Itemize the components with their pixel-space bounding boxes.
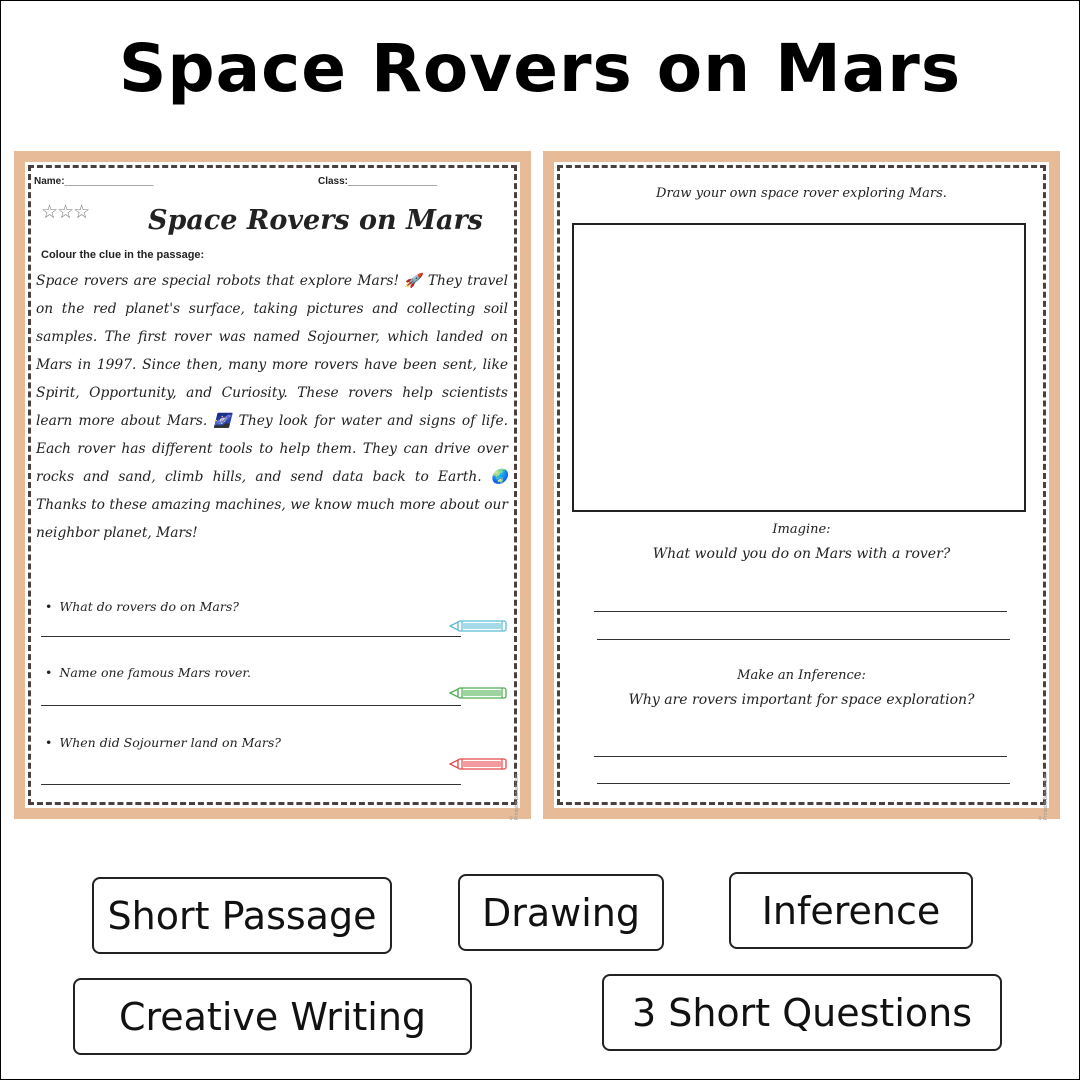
worksheet-title: Space Rovers on Mars bbox=[148, 205, 483, 236]
question-1 bbox=[45, 599, 239, 614]
worksheet-page-passage bbox=[14, 151, 531, 819]
class-field: Class:________________ bbox=[318, 176, 437, 187]
worksheet-page-activity bbox=[543, 151, 1060, 819]
tag-drawing: Drawing bbox=[458, 874, 664, 951]
answer-line bbox=[597, 639, 1010, 640]
page-title: Space Rovers on Mars bbox=[118, 30, 962, 107]
tag-inference: Inference bbox=[729, 872, 973, 949]
question-bullet: • bbox=[45, 599, 53, 614]
inference-label: Make an Inference: bbox=[737, 668, 866, 683]
imagine-question: What would you do on Mars with a rover? bbox=[652, 546, 951, 562]
answer-line bbox=[41, 784, 461, 785]
rating-stars: ☆☆☆ bbox=[41, 202, 90, 223]
imagine-label: Imagine: bbox=[772, 522, 831, 537]
worksheet-inner bbox=[25, 162, 520, 821]
drawing-box bbox=[572, 223, 1026, 512]
crayon-icon bbox=[449, 756, 509, 772]
instruction-text: Colour the clue in the passage: bbox=[41, 249, 205, 261]
crayon-icon bbox=[449, 618, 509, 634]
reading-passage: Space rovers are special robots that explore Mars! 🚀 They travel on the red planet's surface, taking pictures and collecting soil samples. The first rover was named Sojourner, which landed on Mars in 1997. Since then, many more rovers have been sent, like Spirit, Opportunity, and Curiosity. These rovers help scientists learn more about Mars. 🌌 They look for water and signs of life. Each rover has different tools to help them. They can drive over rocks and sand, climb hills, and send data back to Earth. 🌏 Thanks to these amazing machines, we know much more about our neighbor planet, Mars! bbox=[36, 273, 508, 541]
question-text: Name one famous Mars rover. bbox=[59, 665, 251, 680]
question-bullet: • bbox=[45, 735, 53, 750]
draw-prompt: Draw your own space rover exploring Mars. bbox=[656, 186, 947, 201]
answer-line bbox=[41, 705, 461, 706]
worksheet-inner bbox=[554, 162, 1049, 821]
question-3 bbox=[45, 735, 281, 750]
answer-line bbox=[41, 636, 461, 637]
question-text: When did Sojourner land on Mars? bbox=[59, 735, 281, 750]
copyright-text: © PrintableBazaar.com bbox=[508, 774, 520, 821]
question-2 bbox=[45, 665, 251, 680]
tag-short-passage: Short Passage bbox=[92, 877, 392, 954]
name-field: Name:________________ bbox=[34, 176, 154, 187]
tag-short-questions: 3 Short Questions bbox=[602, 974, 1002, 1051]
inference-question: Why are rovers important for space exploration? bbox=[628, 692, 975, 708]
crayon-icon bbox=[449, 685, 509, 701]
answer-line bbox=[597, 783, 1010, 784]
answer-line bbox=[594, 611, 1007, 612]
answer-line bbox=[594, 756, 1007, 757]
copyright-text: © PrintableBazaar.com bbox=[1037, 774, 1049, 821]
question-text: What do rovers do on Mars? bbox=[59, 599, 239, 614]
question-bullet: • bbox=[45, 665, 53, 680]
tag-creative-writing: Creative Writing bbox=[73, 978, 472, 1055]
